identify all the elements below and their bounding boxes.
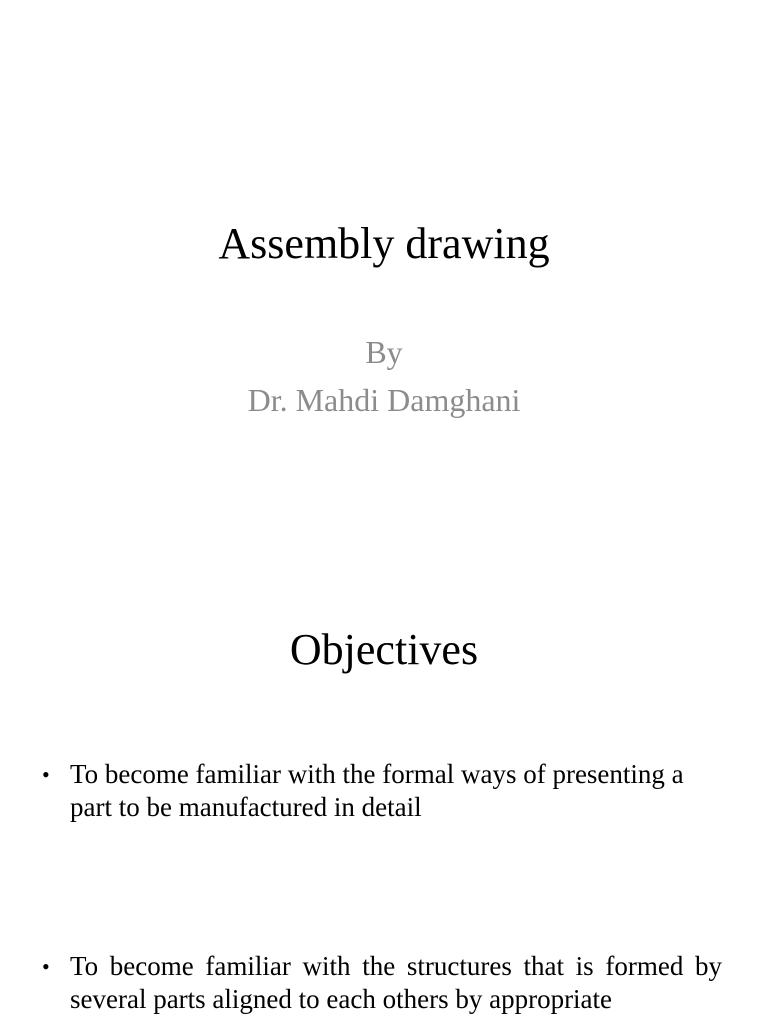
bullet-text: To become familiar with the structures that is formed by several parts aligned to each others by appropriate — [70, 951, 722, 1014]
bullet-text: To become familiar with the formal ways of presenting a part to be manufactured in detail — [70, 759, 684, 822]
subtitle-by: By — [365, 334, 403, 370]
slide-title-heading: Assembly drawing — [218, 219, 550, 268]
subtitle-author: Dr. Mahdi Damghani — [247, 382, 521, 418]
bullet-icon: • — [42, 954, 50, 979]
objectives-heading: Objectives — [289, 625, 479, 674]
list-item — [42, 758, 722, 824]
slide-objectives — [0, 576, 768, 1024]
bullet-icon: • — [42, 762, 50, 787]
list-item — [42, 950, 722, 1016]
